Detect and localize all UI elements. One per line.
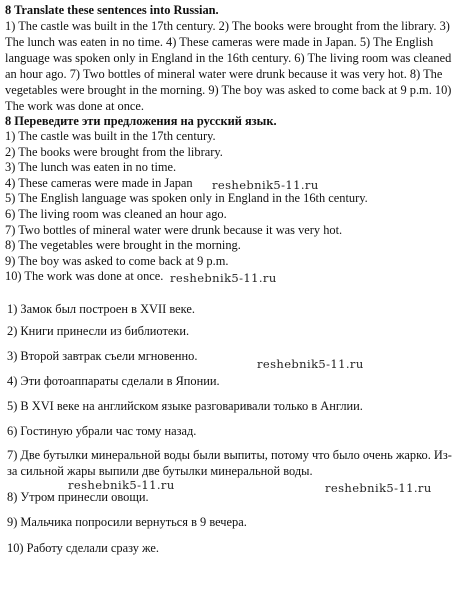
exercise-ru-title: 8 Переведите эти предложения на русский язык. bbox=[5, 114, 277, 128]
list-item: 8) The vegetables were brought in the morning. bbox=[5, 238, 241, 253]
answer-item: 2) Книги принесли из библиотеки. bbox=[7, 324, 190, 338]
answer-item: 10) Работу сделали сразу же. bbox=[7, 541, 160, 555]
watermark: reshebnik5-11.ru bbox=[257, 357, 364, 371]
list-item: 5) The English language was spoken only in England in the 16th century. bbox=[5, 191, 368, 206]
answer-item: 1) Замок был построен в XVII веке. bbox=[7, 302, 195, 316]
list-item: 1) The castle was built in the 17th century. bbox=[5, 129, 216, 143]
list-item: 2) The books were brought from the library. bbox=[5, 144, 223, 159]
answer-item: 8) Утром принесли овощи. bbox=[7, 490, 149, 504]
list-item: 3) The lunch was eaten in no time. bbox=[5, 160, 177, 175]
exercise-en bbox=[5, 2, 457, 114]
list-item: 9) The boy was asked to come back at 9 p.m. bbox=[5, 253, 229, 268]
watermark: reshebnik5-11.ru bbox=[68, 478, 175, 492]
answer-item: 6) Гостиную убрали час тому назад. bbox=[7, 424, 197, 438]
exercise-en-text: 1) The castle was built in the 17th century. 2) The books were brought from the library. 3) The lunch was eaten in no time. 4) These cameras were made in Japan. 5) The English language was spoken only in England in the 16th century. 6) The living room was cleaned an hour ago. 7) Two bottles of mineral water were drunk because it was very hot. 8) The vegetables were brought in the morning. 9) The boy was asked to come back at 9 p.m. 10) The work was done at once. bbox=[5, 19, 452, 113]
exercise-ru-list bbox=[5, 129, 368, 285]
watermark: reshebnik5-11.ru bbox=[170, 271, 277, 285]
watermark: reshebnik5-11.ru bbox=[325, 481, 432, 495]
answer-item: 5) В XVI веке на английском языке разговаривали только в Англии. bbox=[7, 399, 363, 413]
watermark: reshebnik5-11.ru bbox=[212, 178, 319, 192]
answer-item: 7) Две бутылки минеральной воды были выпиты, потому что было очень жарко. Из-за сильной жары выпили две бутылки минеральной воды. bbox=[7, 448, 452, 478]
list-item: 6) The living room was cleaned an hour ago. bbox=[5, 206, 227, 221]
exercise-en-title: 8 Translate these sentences into Russian. bbox=[5, 3, 219, 17]
list-item: 7) Two bottles of mineral water were drunk because it was very hot. bbox=[5, 222, 343, 237]
answer-item: 3) Второй завтрак съели мгновенно. bbox=[7, 349, 198, 363]
answer-item: 4) Эти фотоаппараты сделали в Японии. bbox=[7, 374, 220, 388]
list-item: 10) The work was done at once. bbox=[5, 269, 164, 284]
answer-item: 9) Мальчика попросили вернуться в 9 вечера. bbox=[7, 515, 247, 529]
list-item: 4) These cameras were made in Japan bbox=[5, 175, 193, 190]
